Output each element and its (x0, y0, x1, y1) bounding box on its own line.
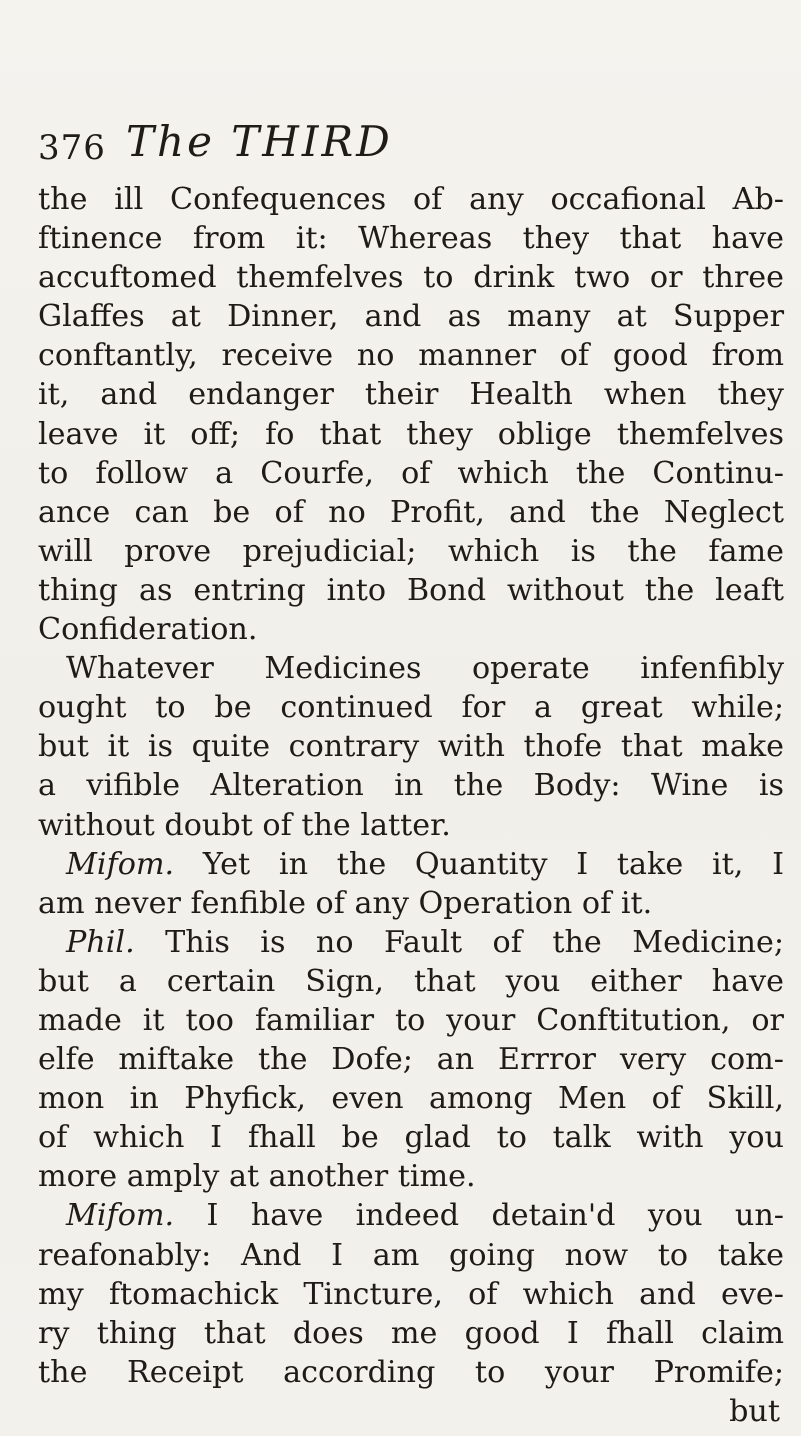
text-line: but a certain Sign, that you either have (38, 963, 784, 999)
speaker-name: Mifom. (66, 846, 175, 882)
body-text (38, 180, 784, 1431)
page-number: 376 (38, 128, 106, 168)
text-line: the Receipt according to your Promife; (38, 1354, 784, 1390)
text-line: ought to be continued for a great while; (38, 690, 784, 726)
text-line: ance can be of no Profit, and the Neglect (38, 494, 784, 530)
text-line: to follow a Courfe, of which the Continu- (38, 455, 784, 491)
text-line: accuftomed themfelves to drink two or three (38, 260, 784, 296)
text-line: leave it off; fo that they oblige themfelves (38, 416, 784, 452)
text-line: reafonably: And I am going now to take (38, 1237, 784, 1273)
text-line: ftinence from it: Whereas they that have (38, 221, 784, 257)
text-line: Glaffes at Dinner, and as many at Supper (38, 299, 784, 335)
text-line: a vifible Alteration in the Body: Wine is (38, 768, 784, 804)
text-line: conftantly, receive no manner of good from (38, 338, 784, 374)
text-line: ry thing that does me good I fhall claim (38, 1315, 784, 1351)
text-line: more amply at another time. (38, 1159, 476, 1195)
catchword: but (729, 1393, 780, 1429)
text-line: am never fenfible of any Operation of it. (38, 885, 653, 921)
text-line: the ill Confequences of any occafional Ab- (38, 182, 784, 217)
speaker-name: Phil. (66, 924, 135, 960)
text-line: Phil. This is no Fault of the Medicine; (66, 924, 784, 960)
text-line: made it too familiar to your Conftitution, or (38, 1002, 784, 1038)
text-line: elfe miftake the Dofe; an Errror very com- (38, 1042, 784, 1078)
text-line: of which I fhall be glad to talk with you (38, 1120, 784, 1156)
text-line: thing as entring into Bond without the leaft (38, 572, 784, 608)
text-line: it, and endanger their Health when they (38, 377, 784, 413)
text-line: Mifom. I have indeed detain'd you un- (66, 1198, 784, 1234)
running-head-title: The THIRD (126, 117, 393, 166)
text-line: but it is quite contrary with thofe that make (38, 729, 784, 765)
text-line: mon in Phyfick, even among Men of Skill, (38, 1081, 784, 1117)
text-line: Whatever Medicines operate infenfibly (66, 651, 784, 687)
text-line: Mifom. Yet in the Quantity I take it, I (66, 846, 784, 882)
text-line: will prove prejudicial; which is the fame (38, 533, 784, 569)
text-line: Confideration. (38, 612, 258, 648)
text-line: my ftomachick Tincture, of which and eve- (38, 1276, 784, 1312)
running-head (38, 112, 778, 172)
text-line: without doubt of the latter. (38, 807, 451, 843)
speaker-name: Mifom. (66, 1198, 175, 1234)
